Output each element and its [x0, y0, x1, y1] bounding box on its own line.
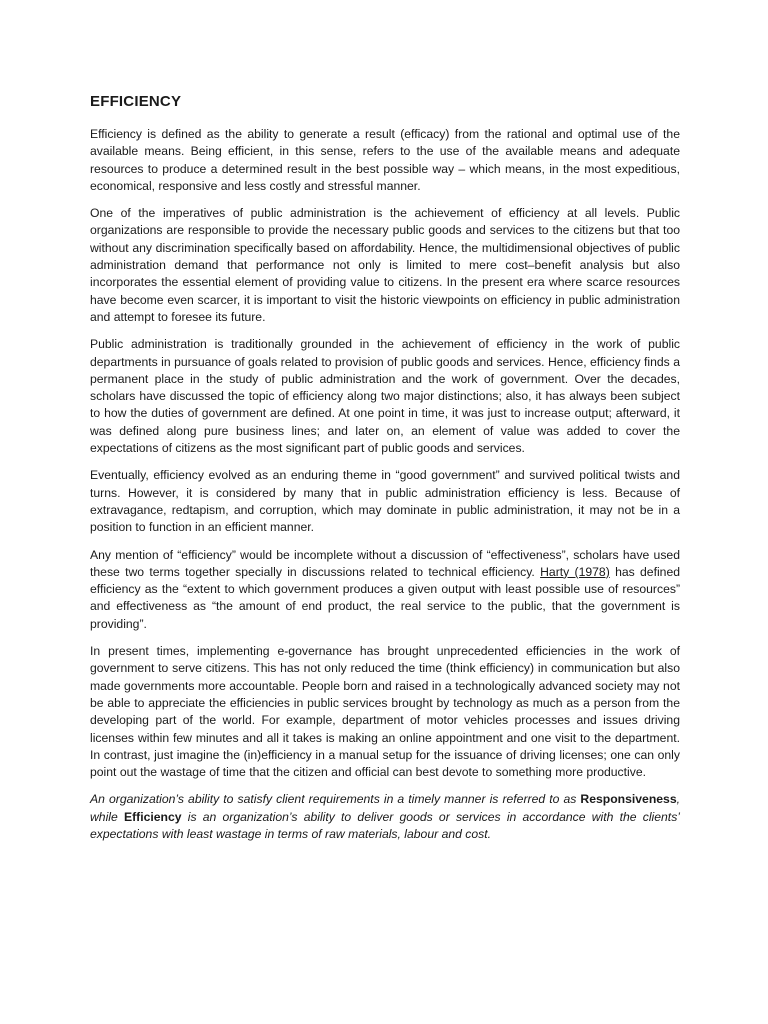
paragraph-traditional-grounding: Public administration is traditionally grounded in the achievement of efficiency in the work of public departments in pursuance of goals related to provision of public goods and services. Hence, efficiency finds a permanent place in the study of public administration and the work of government. Over the decades, scholars have discussed the topic of efficiency along two major distinctions; also, it has always been subject to how the duties of government are defined. At one point in time, it was just to increase output; afterward, it was defined along pure business lines; and later on, an element of value was added to cover the expectations of citizens as the most significant part of public goods and services. — [90, 337, 680, 456]
paragraph-effectiveness — [90, 547, 680, 633]
closing-text-1: An organization’s ability to satisfy client requirements in a timely manner is referred to as — [90, 792, 581, 807]
closing-text-3: is an organization’s ability to deliver goods or services in accordance with the clients’ expectations with least wastage in terms of raw materials, labour and cost. — [90, 809, 680, 841]
paragraph-good-government: Eventually, efficiency evolved as an enduring theme in “good government” and survived political twists and turns. However, it is considered by many that in public administration efficiency is less. Because of extravagance, redtapism, and corruption, which may dominate in public administration, it may not be in a position to function in an efficient manner. — [90, 468, 680, 535]
term-responsiveness: Responsiveness — [580, 792, 677, 807]
document-title: EFFICIENCY — [90, 93, 182, 110]
effectiveness-text-before: Any mention of “efficiency” would be incomplete without a discussion of “effectiveness”, scholars have used these two terms together specially in discussions related to technical efficiency. — [90, 547, 680, 579]
effectiveness-text-after: has defined efficiency as the “extent to which government produces a given output with least possible use of resources” and effectiveness as “the amount of end product, the real service to the public, that the government is providing”. — [90, 564, 681, 631]
paragraph-closing-definition — [90, 791, 680, 843]
paragraph-e-governance: In present times, implementing e-governance has brought unprecedented efficiencies in the work of government to serve citizens. This has not only reduced the time (think efficiency) in communication but also made governments more accountable. People born and raised in a technologically advanced society may not be able to appreciate the efficiencies in public services brought by technology as much as a person from the developing part of the world. For example, department of motor vehicles processes and issues driving licenses within few minutes and all it takes is making an online appointment and one visit to the department. In contrast, just imagine the (in)efficiency in a manual setup for the issuance of driving licenses; one can only point out the wastage of time that the citizen and official can best devote to something more productive. — [90, 644, 680, 780]
paragraph-definition: Efficiency is defined as the ability to generate a result (efficacy) from the rational and optimal use of the available means. Being efficient, in this sense, refers to the use of the available means and adequate resources to produce a determined result in the best possible way – which means, in the most expeditious, economical, responsive and less costly and stressful manner. — [90, 127, 680, 193]
harty-citation-link[interactable]: Harty (1978) — [540, 564, 610, 579]
term-efficiency: Efficiency — [123, 809, 182, 824]
paragraph-imperatives: One of the imperatives of public administration is the achievement of efficiency at all levels. Public organizations are responsible to provide the necessary public goods and services to the citizens but that too without any discrimination specifically based on affordability. Hence, the multidimensional objectives of public administration demand that performance not only is limited to mere cost–benefit analysis but also incorporates the essential element of providing value to citizens. In the present era where scarce resources have become even scarcer, it is important to visit the historic viewpoints on efficiency in public administration and attempt to foresee its future. — [90, 206, 680, 324]
closing-text-2: , while — [90, 792, 680, 824]
